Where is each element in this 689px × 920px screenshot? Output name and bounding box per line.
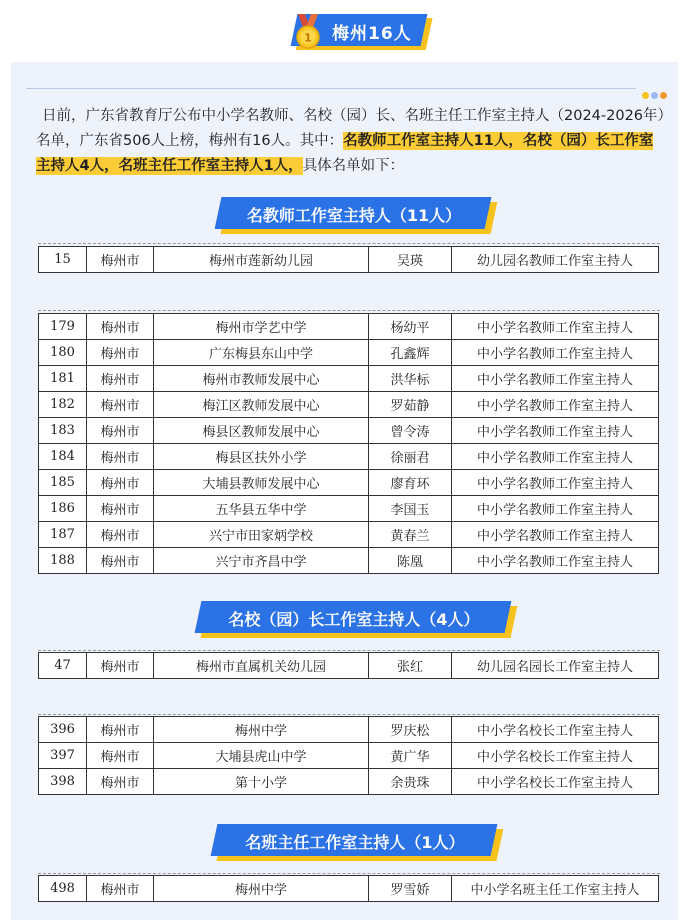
city-cell: 梅州市 bbox=[87, 876, 154, 902]
studio-type-cell: 中小学名校长工作室主持人 bbox=[452, 717, 659, 743]
row-number-cell: 181 bbox=[39, 366, 87, 392]
intro-text: 日前，广东省教育厅公布中小学名教师、名校（园）长、名班主任工作室主持人（2024-2026年）名单，广东省506人上榜，梅州有16人。其中： bbox=[36, 108, 665, 149]
row-number-cell: 184 bbox=[39, 444, 87, 470]
city-cell: 梅州市 bbox=[87, 653, 154, 679]
table-edge bbox=[38, 714, 660, 715]
row-number-cell: 398 bbox=[39, 769, 87, 795]
table-row bbox=[39, 392, 659, 418]
city-cell: 梅州市 bbox=[87, 496, 154, 522]
host-name-cell: 罗庆松 bbox=[369, 717, 452, 743]
institution-cell: 梅州市教师发展中心 bbox=[154, 366, 369, 392]
table-row bbox=[39, 717, 659, 743]
intro-text-end: 具体名单如下： bbox=[302, 158, 405, 174]
intro-paragraph bbox=[36, 104, 666, 179]
host-name-cell: 李国玉 bbox=[369, 496, 452, 522]
table-row bbox=[39, 743, 659, 769]
row-number-cell: 397 bbox=[39, 743, 87, 769]
city-cell: 梅州市 bbox=[87, 548, 154, 574]
city-cell: 梅州市 bbox=[87, 717, 154, 743]
studio-type-cell: 中小学名教师工作室主持人 bbox=[452, 340, 659, 366]
host-name-cell: 洪华标 bbox=[369, 366, 452, 392]
section-banner-principals bbox=[194, 601, 514, 637]
medal-icon bbox=[294, 14, 322, 50]
table-edge bbox=[38, 873, 660, 874]
table-principals-kindergarten bbox=[38, 652, 659, 679]
row-number-cell: 183 bbox=[39, 418, 87, 444]
institution-cell: 梅州市莲新幼儿园 bbox=[154, 247, 369, 273]
institution-cell: 梅江区教师发展中心 bbox=[154, 392, 369, 418]
table-row bbox=[39, 470, 659, 496]
city-cell: 梅州市 bbox=[87, 522, 154, 548]
table-edge bbox=[38, 243, 660, 244]
host-name-cell: 徐丽君 bbox=[369, 444, 452, 470]
institution-cell: 兴宁市田家炳学校 bbox=[154, 522, 369, 548]
institution-cell: 梅州市直属机关幼儿园 bbox=[154, 653, 369, 679]
city-cell: 梅州市 bbox=[87, 366, 154, 392]
row-number-cell: 47 bbox=[39, 653, 87, 679]
institution-cell: 五华县五华中学 bbox=[154, 496, 369, 522]
host-name-cell: 张红 bbox=[369, 653, 452, 679]
table-row bbox=[39, 340, 659, 366]
studio-type-cell: 中小学名教师工作室主持人 bbox=[452, 392, 659, 418]
row-number-cell: 188 bbox=[39, 548, 87, 574]
institution-cell: 兴宁市齐昌中学 bbox=[154, 548, 369, 574]
row-number-cell: 187 bbox=[39, 522, 87, 548]
table-row bbox=[39, 496, 659, 522]
host-name-cell: 黄广华 bbox=[369, 743, 452, 769]
section-banner-class-teachers bbox=[210, 824, 500, 860]
host-name-cell: 吴瑛 bbox=[369, 247, 452, 273]
host-name-cell: 孔鑫辉 bbox=[369, 340, 452, 366]
table-row bbox=[39, 314, 659, 340]
host-name-cell: 杨幼平 bbox=[369, 314, 452, 340]
table-principals-schools bbox=[38, 716, 659, 795]
table-row bbox=[39, 366, 659, 392]
city-cell: 梅州市 bbox=[87, 444, 154, 470]
table-edge bbox=[38, 310, 660, 311]
table-row bbox=[39, 247, 659, 273]
institution-cell: 梅州市学艺中学 bbox=[154, 314, 369, 340]
row-number-cell: 396 bbox=[39, 717, 87, 743]
city-title: 梅州16人 bbox=[332, 24, 412, 44]
studio-type-cell: 中小学名教师工作室主持人 bbox=[452, 496, 659, 522]
row-number-cell: 15 bbox=[39, 247, 87, 273]
row-number-cell: 180 bbox=[39, 340, 87, 366]
studio-type-cell: 中小学名教师工作室主持人 bbox=[452, 444, 659, 470]
studio-type-cell: 中小学名校长工作室主持人 bbox=[452, 769, 659, 795]
table-row bbox=[39, 653, 659, 679]
institution-cell: 梅县区扶外小学 bbox=[154, 444, 369, 470]
studio-type-cell: 中小学名教师工作室主持人 bbox=[452, 418, 659, 444]
institution-cell: 梅州中学 bbox=[154, 876, 369, 902]
studio-type-cell: 中小学名教师工作室主持人 bbox=[452, 522, 659, 548]
institution-cell: 广东梅县东山中学 bbox=[154, 340, 369, 366]
studio-type-cell: 幼儿园名教师工作室主持人 bbox=[452, 247, 659, 273]
studio-type-cell: 中小学名教师工作室主持人 bbox=[452, 548, 659, 574]
table-row bbox=[39, 418, 659, 444]
host-name-cell: 罗茹静 bbox=[369, 392, 452, 418]
row-number-cell: 498 bbox=[39, 876, 87, 902]
row-number-cell: 179 bbox=[39, 314, 87, 340]
studio-type-cell: 中小学名教师工作室主持人 bbox=[452, 470, 659, 496]
section-title: 名校（园）长工作室主持人（4人） bbox=[228, 610, 480, 629]
host-name-cell: 廖育环 bbox=[369, 470, 452, 496]
section-title: 名班主任工作室主持人（1人） bbox=[245, 833, 465, 852]
institution-cell: 梅县区教师发展中心 bbox=[154, 418, 369, 444]
studio-type-cell: 中小学名教师工作室主持人 bbox=[452, 314, 659, 340]
studio-type-cell: 中小学名教师工作室主持人 bbox=[452, 366, 659, 392]
decorative-dots bbox=[640, 84, 667, 103]
medal-number: 1 bbox=[304, 31, 312, 45]
host-name-cell: 罗雪娇 bbox=[369, 876, 452, 902]
host-name-cell: 曾令涛 bbox=[369, 418, 452, 444]
host-name-cell: 余贵珠 bbox=[369, 769, 452, 795]
section-title: 名教师工作室主持人（11人） bbox=[246, 206, 462, 225]
intro-highlight: 名教师工作室主持人11人，名校（园）长工作室主持人4人，名班主任工作室主持人1人， bbox=[36, 133, 654, 174]
section-banner-teachers bbox=[214, 197, 494, 233]
table-row bbox=[39, 522, 659, 548]
row-number-cell: 185 bbox=[39, 470, 87, 496]
studio-type-cell: 中小学名校长工作室主持人 bbox=[452, 743, 659, 769]
table-edge bbox=[38, 650, 660, 651]
institution-cell: 梅州中学 bbox=[154, 717, 369, 743]
table-row bbox=[39, 769, 659, 795]
institution-cell: 大埔县教师发展中心 bbox=[154, 470, 369, 496]
institution-cell: 第十小学 bbox=[154, 769, 369, 795]
city-cell: 梅州市 bbox=[87, 769, 154, 795]
city-header bbox=[288, 12, 433, 49]
city-cell: 梅州市 bbox=[87, 392, 154, 418]
table-row bbox=[39, 548, 659, 574]
institution-cell: 大埔县虎山中学 bbox=[154, 743, 369, 769]
table-teachers-kindergarten bbox=[38, 246, 659, 273]
city-cell: 梅州市 bbox=[87, 418, 154, 444]
studio-type-cell: 幼儿园名园长工作室主持人 bbox=[452, 653, 659, 679]
studio-type-cell: 中小学名班主任工作室主持人 bbox=[452, 876, 659, 902]
divider-line bbox=[26, 88, 636, 89]
table-class-teachers bbox=[38, 875, 659, 902]
table-teachers-schools bbox=[38, 313, 659, 574]
row-number-cell: 186 bbox=[39, 496, 87, 522]
host-name-cell: 陈凰 bbox=[369, 548, 452, 574]
city-cell: 梅州市 bbox=[87, 743, 154, 769]
table-row bbox=[39, 876, 659, 902]
table-row bbox=[39, 444, 659, 470]
city-cell: 梅州市 bbox=[87, 470, 154, 496]
city-cell: 梅州市 bbox=[87, 340, 154, 366]
city-cell: 梅州市 bbox=[87, 314, 154, 340]
host-name-cell: 黄春兰 bbox=[369, 522, 452, 548]
city-cell: 梅州市 bbox=[87, 247, 154, 273]
row-number-cell: 182 bbox=[39, 392, 87, 418]
